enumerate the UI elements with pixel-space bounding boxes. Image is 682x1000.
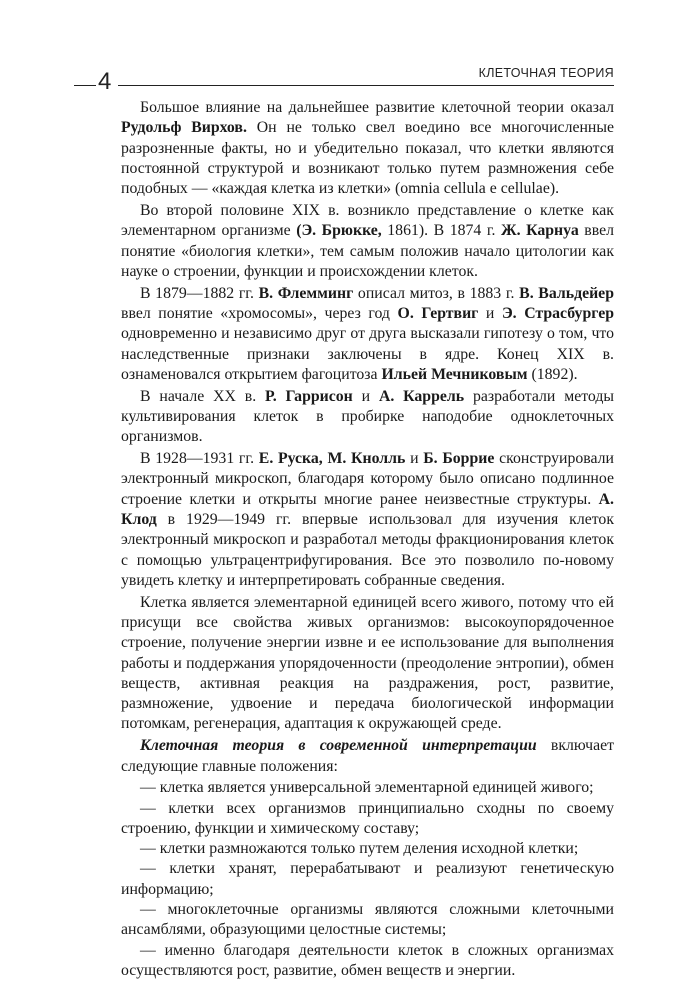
list-item: — многоклеточные организмы являются сложными клеточными ансамблями, образующими целостные системы; <box>121 901 614 939</box>
header-rule-left <box>74 85 96 86</box>
paragraph-theory-intro <box>121 736 614 777</box>
paragraph-cell-unit: Клетка является элементарной единицей всего живого, потому что ей присущи все свойства живых организмов: высокоупорядоченное строение, получение энергии извне и ее использование для выполнения работы и поддержания упорядоченности (преодоление энтропии), обмен веществ, активная реакция на раздражения, рост, развитие, размножение, удвоение и передача биологической информации потомкам, регенерация, адаптация к окружающей среде. <box>121 593 614 733</box>
text-span: 1861). В 1874 г. <box>381 222 502 240</box>
text-span: одновременно и независимо друг от друга высказали гипотезу о том, что наследственные признаки заключены в ядре. Конец XIX в. ознаменовался открытием фагоцитоза <box>121 325 614 383</box>
text-span: ввел понятие «хромосомы», через год <box>121 304 398 322</box>
paragraph-19th-century <box>121 201 614 282</box>
text-span: В 1928—1931 гг. <box>140 450 259 468</box>
text-span: ввел понятие «биология клетки», тем самым положив начало цитологии как науке о строении, функции и происхождении клеток. <box>121 222 615 280</box>
text-span: Он не только свел воедино все многочисленные разрозненные факты, но и убедительно показал, что клетки являются постоянной структурой и возникают только путем размножения себе подобных — «каждая клетка из клетки» (omnia cellula e cellulae). <box>121 119 614 198</box>
text-span: в 1929—1949 гг. впервые использовал для изучения клеток электронный микроскоп и разработал методы фракционирования клеток с помощью ультрацентрифугирования. Все это позволило по-новому увидеть клетку и интерпретировать собранные сведения. <box>121 510 614 589</box>
person-name: Р. Гаррисон <box>265 387 353 405</box>
person-name: Е. Руска, М. Кнолль <box>258 450 406 468</box>
list-item: — именно благодаря деятельности клеток в сложных организмах осуществляются рост, развитие, обмен веществ и энергии. <box>121 941 614 979</box>
text-span: описал митоз, в 1883 г. <box>353 284 520 302</box>
person-name: О. Гертвиг <box>397 304 479 322</box>
paragraph-mitosis <box>121 284 614 385</box>
person-name: Ж. Карнуа <box>501 222 579 240</box>
text-span: и <box>478 304 502 322</box>
text-span: В начале XX в. <box>140 387 266 405</box>
running-title: КЛЕТОЧНАЯ ТЕОРИЯ <box>478 66 614 80</box>
text-span: и <box>352 387 379 405</box>
paragraph-cultivation <box>121 387 614 448</box>
theory-heading: Клеточная теория в современной интерпретации <box>140 737 537 755</box>
paragraph-electron-microscope <box>121 449 614 591</box>
list-item: — клетки всех организмов принципиально сходны по своему строению, функции и химическому составу; <box>121 799 614 837</box>
list-item: — клетки размножаются только путем деления исходной клетки; <box>140 840 579 858</box>
person-name: А. Клод <box>121 490 614 528</box>
paragraph-virchow <box>121 98 614 199</box>
person-name: (Э. Брюкке, <box>296 222 382 240</box>
text-span: и <box>405 450 424 468</box>
list-item: — клетки хранят, перерабатывают и реализуют генетическую информацию; <box>121 860 614 898</box>
page-number: 4 <box>98 68 112 95</box>
page-header <box>0 0 682 110</box>
text-span: Большое влияние на дальнейшее развитие клеточной теории оказал <box>140 99 614 116</box>
person-name: В. Вальдейер <box>519 284 614 302</box>
text-span: разработали методы культивирования клеток в пробирке наподобие одноклеточных организмов. <box>121 387 614 446</box>
text-span: В 1879—1882 гг. <box>140 284 259 302</box>
header-rule-right <box>118 85 614 86</box>
text-span: Во второй половине XIX в. возникло представление о клетке как элементарном организме <box>121 201 614 240</box>
person-name: Э. Страсбургер <box>501 304 614 322</box>
person-name: Б. Боррие <box>423 450 495 468</box>
list-item: — клетка является универсальной элементарной единицей живого; <box>140 779 594 797</box>
body-text <box>121 98 614 981</box>
person-name: Рудольф Вирхов. <box>121 119 247 137</box>
person-name: А. Каррель <box>378 387 465 405</box>
text-span: (1892). <box>527 365 578 383</box>
person-name: Ильей Мечниковым <box>381 365 528 383</box>
person-name: В. Флемминг <box>258 284 354 302</box>
text-span: включает следующие главные положения: <box>121 737 614 775</box>
text-span: сконструировали электронный микроскоп, благодаря которому было описано подлинное строение клетки и открыты многие ранее неизвестные структуры. <box>121 450 615 508</box>
